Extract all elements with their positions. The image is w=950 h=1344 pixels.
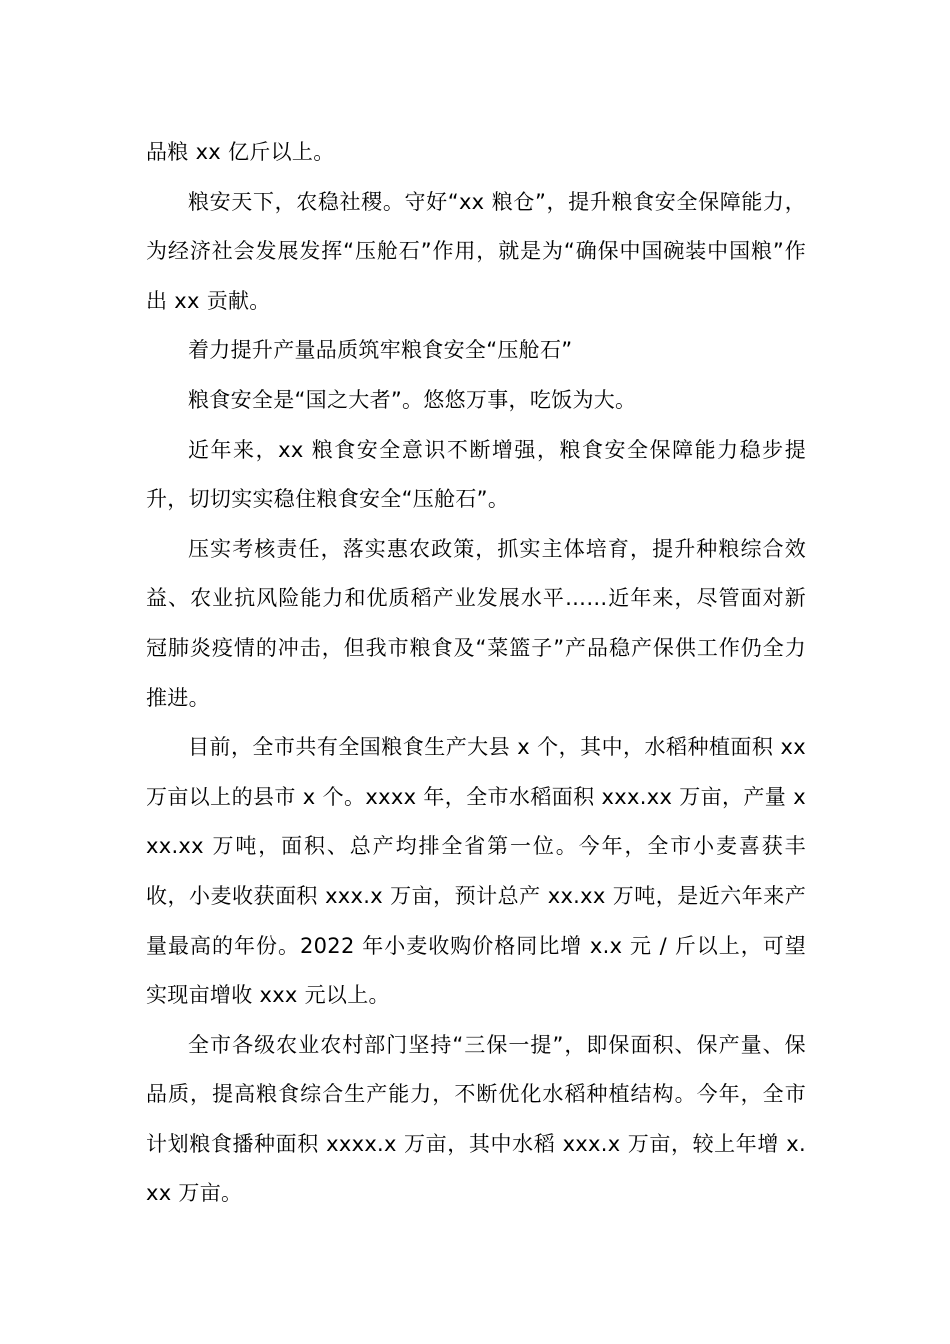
paragraph-7: 全市各级农业农村部门坚持“三保一提”，即保面积、保产量、保品质，提高粮食综合生产能力，不断优化水稻种植结构。今年，全市计划粮食播种面积 xxxx.x 万亩，其中水稻 xxx.x 万亩，较上年增 x.xx 万亩。 xyxy=(146,1032,806,1206)
section-heading: 着力提升产量品质筑牢粮食安全“压舱石” xyxy=(188,338,573,363)
document-body xyxy=(146,128,806,1219)
paragraph-2: 粮安天下，农稳社稷。守好“xx 粮仓”，提升粮食安全保障能力，为经济社会发展发挥“压舱石”作用，就是为“确保中国碗装中国粮”作出 xx 贡献。 xyxy=(146,189,806,313)
paragraph-5: 压实考核责任，落实惠农政策，抓实主体培育，提升种粮综合效益、农业抗风险能力和优质稻产业发展水平……近年来，尽管面对新冠肺炎疫情的冲击，但我市粮食及“菜篮子”产品稳产保供工作仍全力推进。 xyxy=(146,536,806,710)
paragraph-4: 近年来，xx 粮食安全意识不断增强，粮食安全保障能力稳步提升，切切实实稳住粮食安全“压舱石”。 xyxy=(146,437,806,512)
paragraph-1: 品粮 xx 亿斤以上。 xyxy=(146,140,335,164)
paragraph-6: 目前，全市共有全国粮食生产大县 x 个，其中，水稻种植面积 xx 万亩以上的县市 x 个。xxxx 年，全市水稻面积 xxx.xx 万亩，产量 xxx.xx 万吨，面积、总产均排全省第一位。今年，全市小麦喜获丰收，小麦收获面积 xxx.x 万亩，预计总产 xx.xx 万吨，是近六年来产量最高的年份。2022 年小麦收购价格同比增 x.x 元 / 斤以上，可望实现亩增收 xxx 元以上。 xyxy=(146,735,806,1008)
paragraph-3: 粮食安全是“国之大者”。悠悠万事，吃饭为大。 xyxy=(188,387,637,412)
